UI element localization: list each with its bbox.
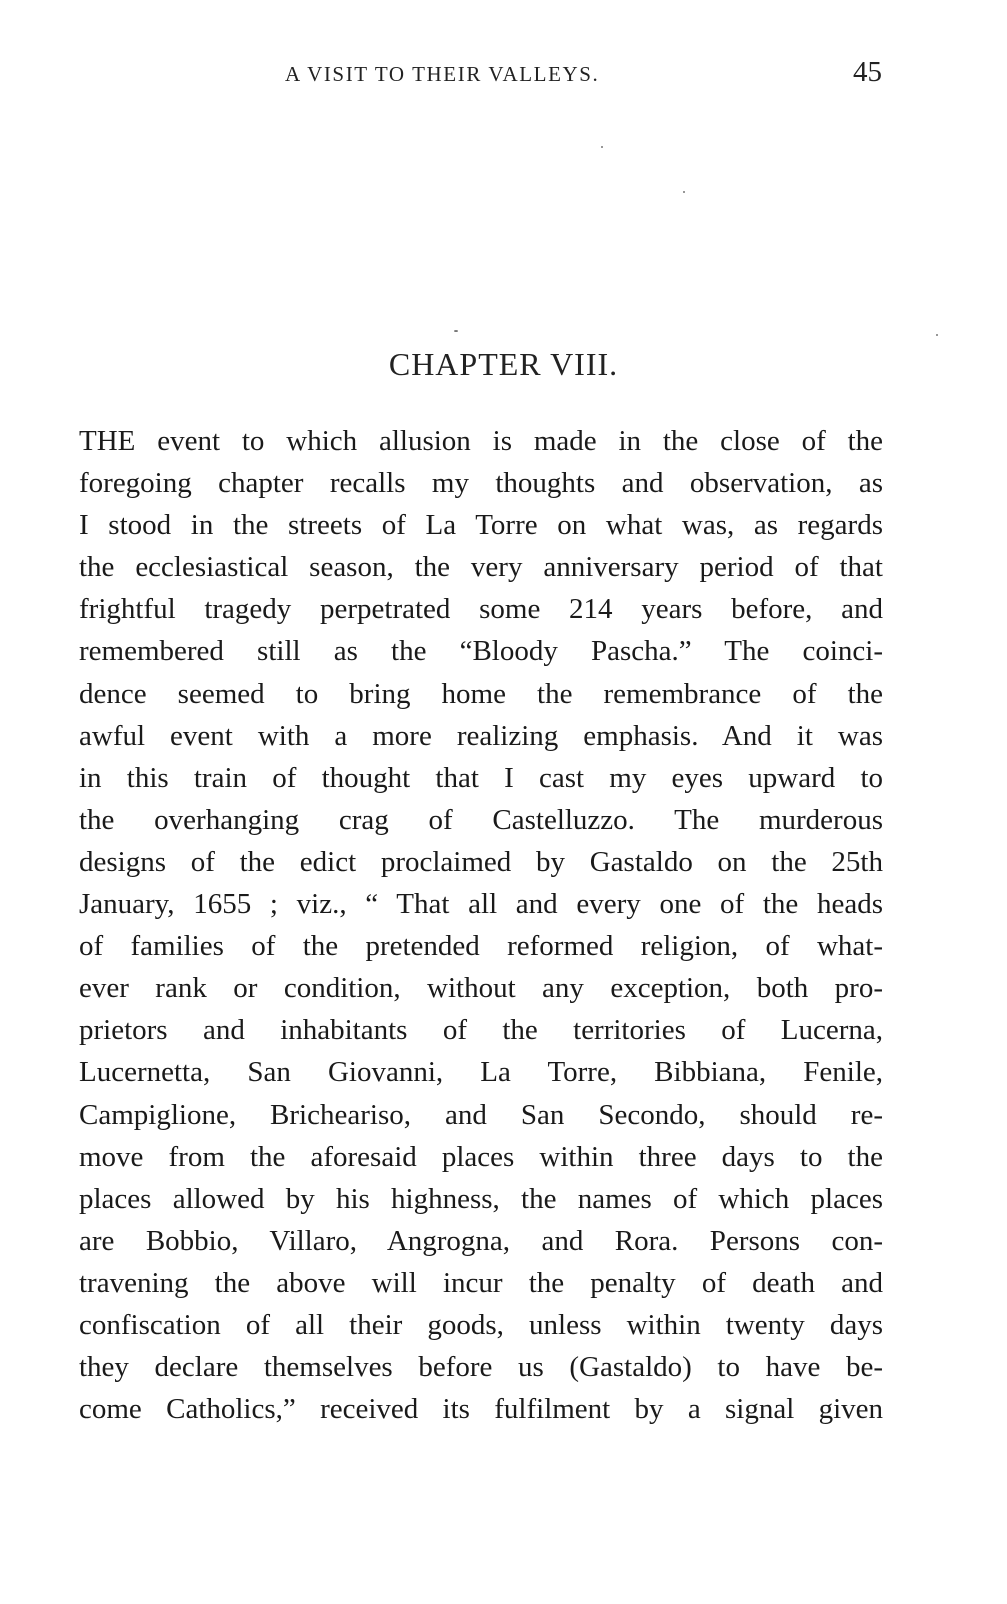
text-line: in this train of thought that I cast my eyes upward to [79, 761, 883, 794]
text-line: THE event to which allusion is made in the close of the [79, 425, 883, 457]
running-head: A VISIT TO THEIR VALLEYS. [285, 62, 600, 86]
text-line: I stood in the streets of La Torre on what was, as regards [79, 509, 883, 542]
page-number: 45 [853, 56, 882, 88]
text-line: are Bobbio, Villaro, Angrogna, and Rora. Persons con- [79, 1224, 883, 1257]
text-line: awful event with a more realizing emphasis. And it was [79, 719, 883, 752]
scan-speck [601, 146, 603, 148]
scan-speck [454, 330, 458, 332]
text-line: prietors and inhabitants of the territories of Lucerna, [79, 1014, 883, 1047]
scan-speck [683, 191, 685, 193]
text-line: of families of the pretended reformed religion, of what- [79, 930, 883, 963]
text-line: ever rank or condition, without any exception, both pro- [79, 972, 883, 1005]
text-line: frightful tragedy perpetrated some 214 years before, and [79, 593, 883, 626]
text-line: travening the above will incur the penalty of death and [79, 1266, 883, 1299]
scan-speck [936, 334, 938, 336]
text-line: move from the aforesaid places within three days to the [79, 1140, 883, 1173]
text-line: remembered still as the “Bloody Pascha.” The coinci- [79, 635, 883, 668]
text-line: the ecclesiastical season, the very anniversary period of that [79, 551, 883, 584]
body-text [79, 420, 883, 1430]
text-line: they declare themselves before us (Gastaldo) to have be- [79, 1351, 883, 1384]
chapter-title: CHAPTER VIII. [388, 346, 619, 382]
text-line: Lucernetta, San Giovanni, La Torre, Bibbiana, Fenile, [79, 1056, 883, 1089]
text-line: January, 1655 ; viz., “ That all and every one of the heads [79, 888, 883, 921]
text-line: places allowed by his highness, the names of which places [79, 1182, 883, 1215]
text-line: dence seemed to bring home the remembrance of the [79, 677, 883, 710]
text-line: come Catholics,” received its fulfilment by a signal given [79, 1393, 883, 1426]
text-line: designs of the edict proclaimed by Gastaldo on the 25th [79, 845, 883, 878]
text-line: foregoing chapter recalls my thoughts and observation, as [79, 467, 883, 500]
text-line: confiscation of all their goods, unless within twenty days [79, 1308, 883, 1341]
text-line: Campiglione, Bricheariso, and San Secondo, should re- [79, 1098, 883, 1131]
text-line: the overhanging crag of Castelluzzo. The murderous [79, 803, 883, 836]
